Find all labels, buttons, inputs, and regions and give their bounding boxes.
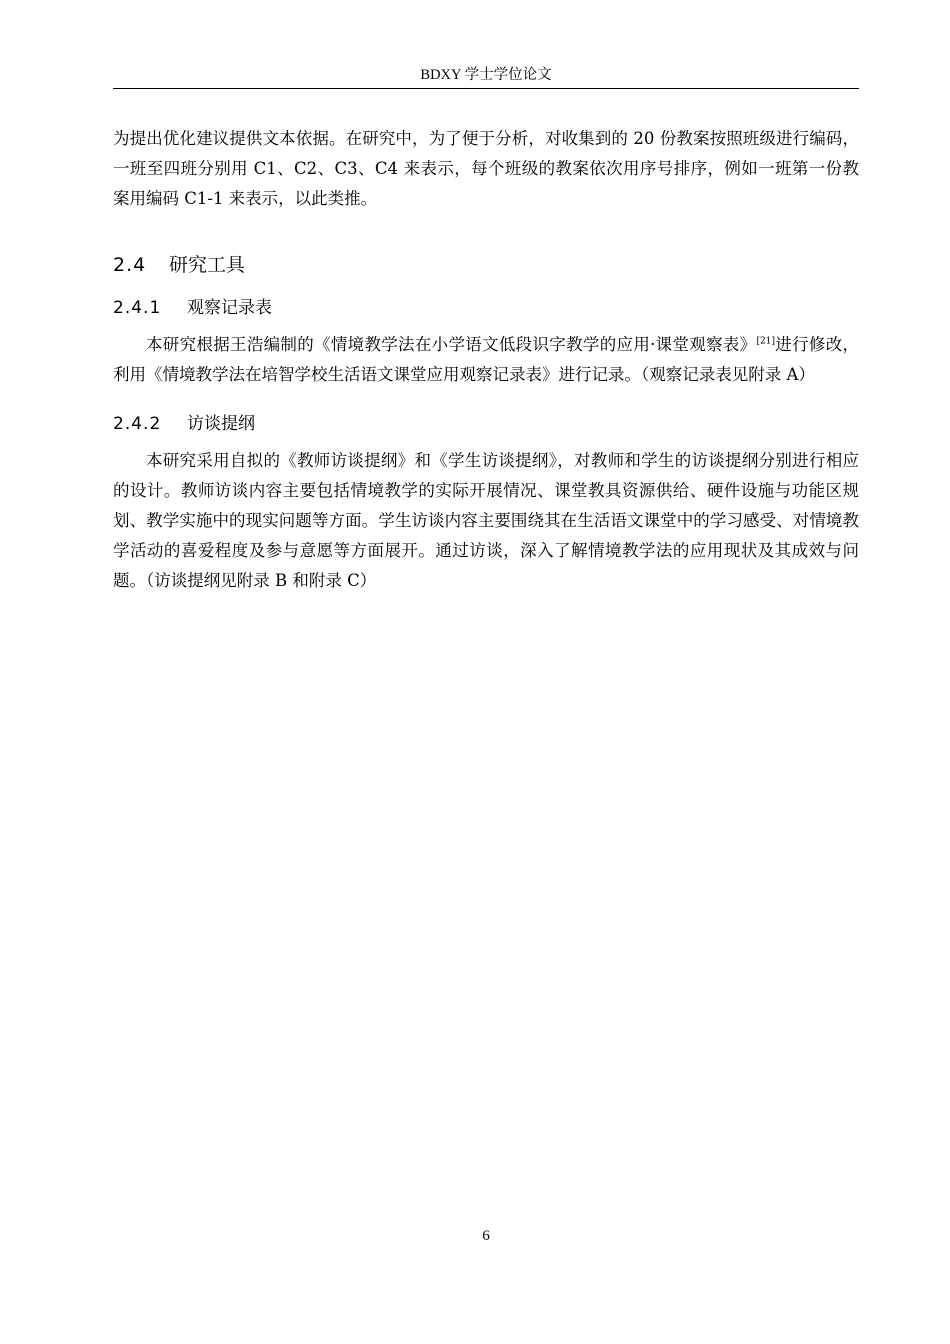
- observation-text-b: 进行修改，利用《情境教学法在培智学校生活语文课堂应用观察记录表》进行记录。（观察记录表见附录 A）: [113, 335, 860, 384]
- section-number: 2.4: [113, 254, 147, 276]
- subsection-heading-2-4-2: [113, 412, 859, 436]
- interview-paragraph: 本研究采用自拟的《教师访谈提纲》和《学生访谈提纲》，对教师和学生的访谈提纲分别进行相应的设计。教师访谈内容主要包括情境教学的实际开展情况、课堂教具资源供给、硬件设施与功能区规划、教学实施中的现实问题等方面。学生访谈内容主要围绕其在生活语文课堂中的学习感受、对情境教学活动的喜爱程度及参与意愿等方面展开。通过访谈，深入了解情境教学法的应用现状及其成效与问题。（访谈提纲见附录 B 和附录 C）: [113, 451, 859, 590]
- subsection-title: 访谈提纲: [187, 414, 255, 434]
- section-heading-2-4: [113, 252, 859, 278]
- section-title: 研究工具: [169, 254, 246, 276]
- running-header: BDXY 学士学位论文: [420, 67, 552, 83]
- page-body: [113, 124, 859, 596]
- subsection-title: 观察记录表: [187, 298, 272, 318]
- page-number: 6: [482, 1228, 490, 1244]
- observation-text-a: 本研究根据王浩编制的《情境教学法在小学语文低段识字教学的应用·课堂观察表》: [146, 335, 757, 354]
- intro-paragraph: 为提出优化建议提供文本依据。在研究中，为了便于分析，对收集到的 20 份教案按照班级进行编码，一班至四班分别用 C1、C2、C3、C4 来表示，每个班级的教案依次用序号排序，例如一班第一份教案用编码 C1-1 来表示，以此类推。: [113, 129, 859, 208]
- subsection-heading-2-4-1: [113, 296, 859, 320]
- observation-paragraph: [113, 330, 859, 390]
- header-rule: [113, 88, 859, 89]
- subsection-number: 2.4.2: [113, 414, 162, 434]
- subsection-number: 2.4.1: [113, 298, 162, 318]
- citation-ref: [21]: [756, 336, 775, 347]
